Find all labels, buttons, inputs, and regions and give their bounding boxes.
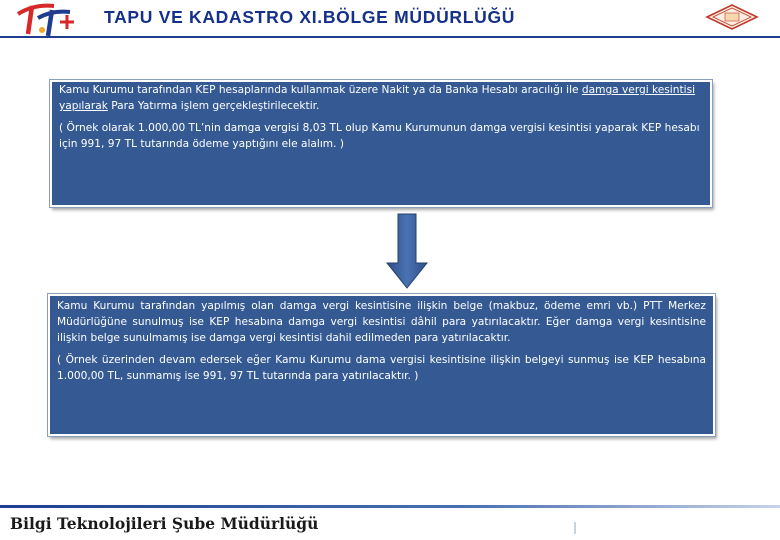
info-box-kep-deposit-example: ( Örnek olarak 1.000,00 TL’nin damga vergisi 8,03 TL olup Kamu Kurumunun damga vergisi kesintisi yaparak KEP hesabı için 991, 97 TL tutarında ödeme yaptığını ele alalım. ) [59,122,700,150]
footer-mark [574,522,576,534]
tkgm-logo-icon [14,0,78,38]
info-box-kep-deposit [50,80,712,207]
info-box-tax-receipt-example: ( Örnek üzerinden devam edersek eğer Kamu Kurumu dama vergisi kesintisine ilişkin belgeyi sunmuş ise KEP hesabına 1.000,00 TL, sunmamış ise 991, 97 TL tutarında para yatırılacaktır. ) [57,354,706,382]
footer-divider [0,505,780,508]
underlined-phrase: damga vergi kesintisi yapılarak [59,84,696,112]
down-arrow-icon [386,213,428,289]
header-divider [0,36,780,38]
page-title: TAPU VE KADASTRO XI.BÖLGE MÜDÜRLÜĞÜ [104,7,516,27]
footer-department: Bilgi Teknolojileri Şube Müdürlüğü [10,514,319,533]
info-box-tax-receipt-text: Kamu Kurumu tarafından yapılmış olan damga vergi kesintisine ilişkin belge (makbuz, ödeme emri vb.) PTT Merkez Müdürlüğüne sunulmuş ise KEP hesabına damga vergi kesintisi dâhil para yatırılacaktır. Eğer damga vergi kesintisine ilişkin belge sunulmamış ise damga vergi kesintisi dahil edilmeden para yatırılacaktır. [57,300,706,344]
tkgm-emblem-icon [703,3,761,31]
info-box-kep-deposit-text: Kamu Kurumu tarafından KEP hesaplarında kullanmak üzere Nakit ya da Banka Hesabı aracılığı ile damga vergi kesintisi yapılarak Para Yatırma işlem gerçekleştirilecektir. [59,84,696,112]
header [0,0,780,40]
info-box-tax-receipt [48,294,715,436]
